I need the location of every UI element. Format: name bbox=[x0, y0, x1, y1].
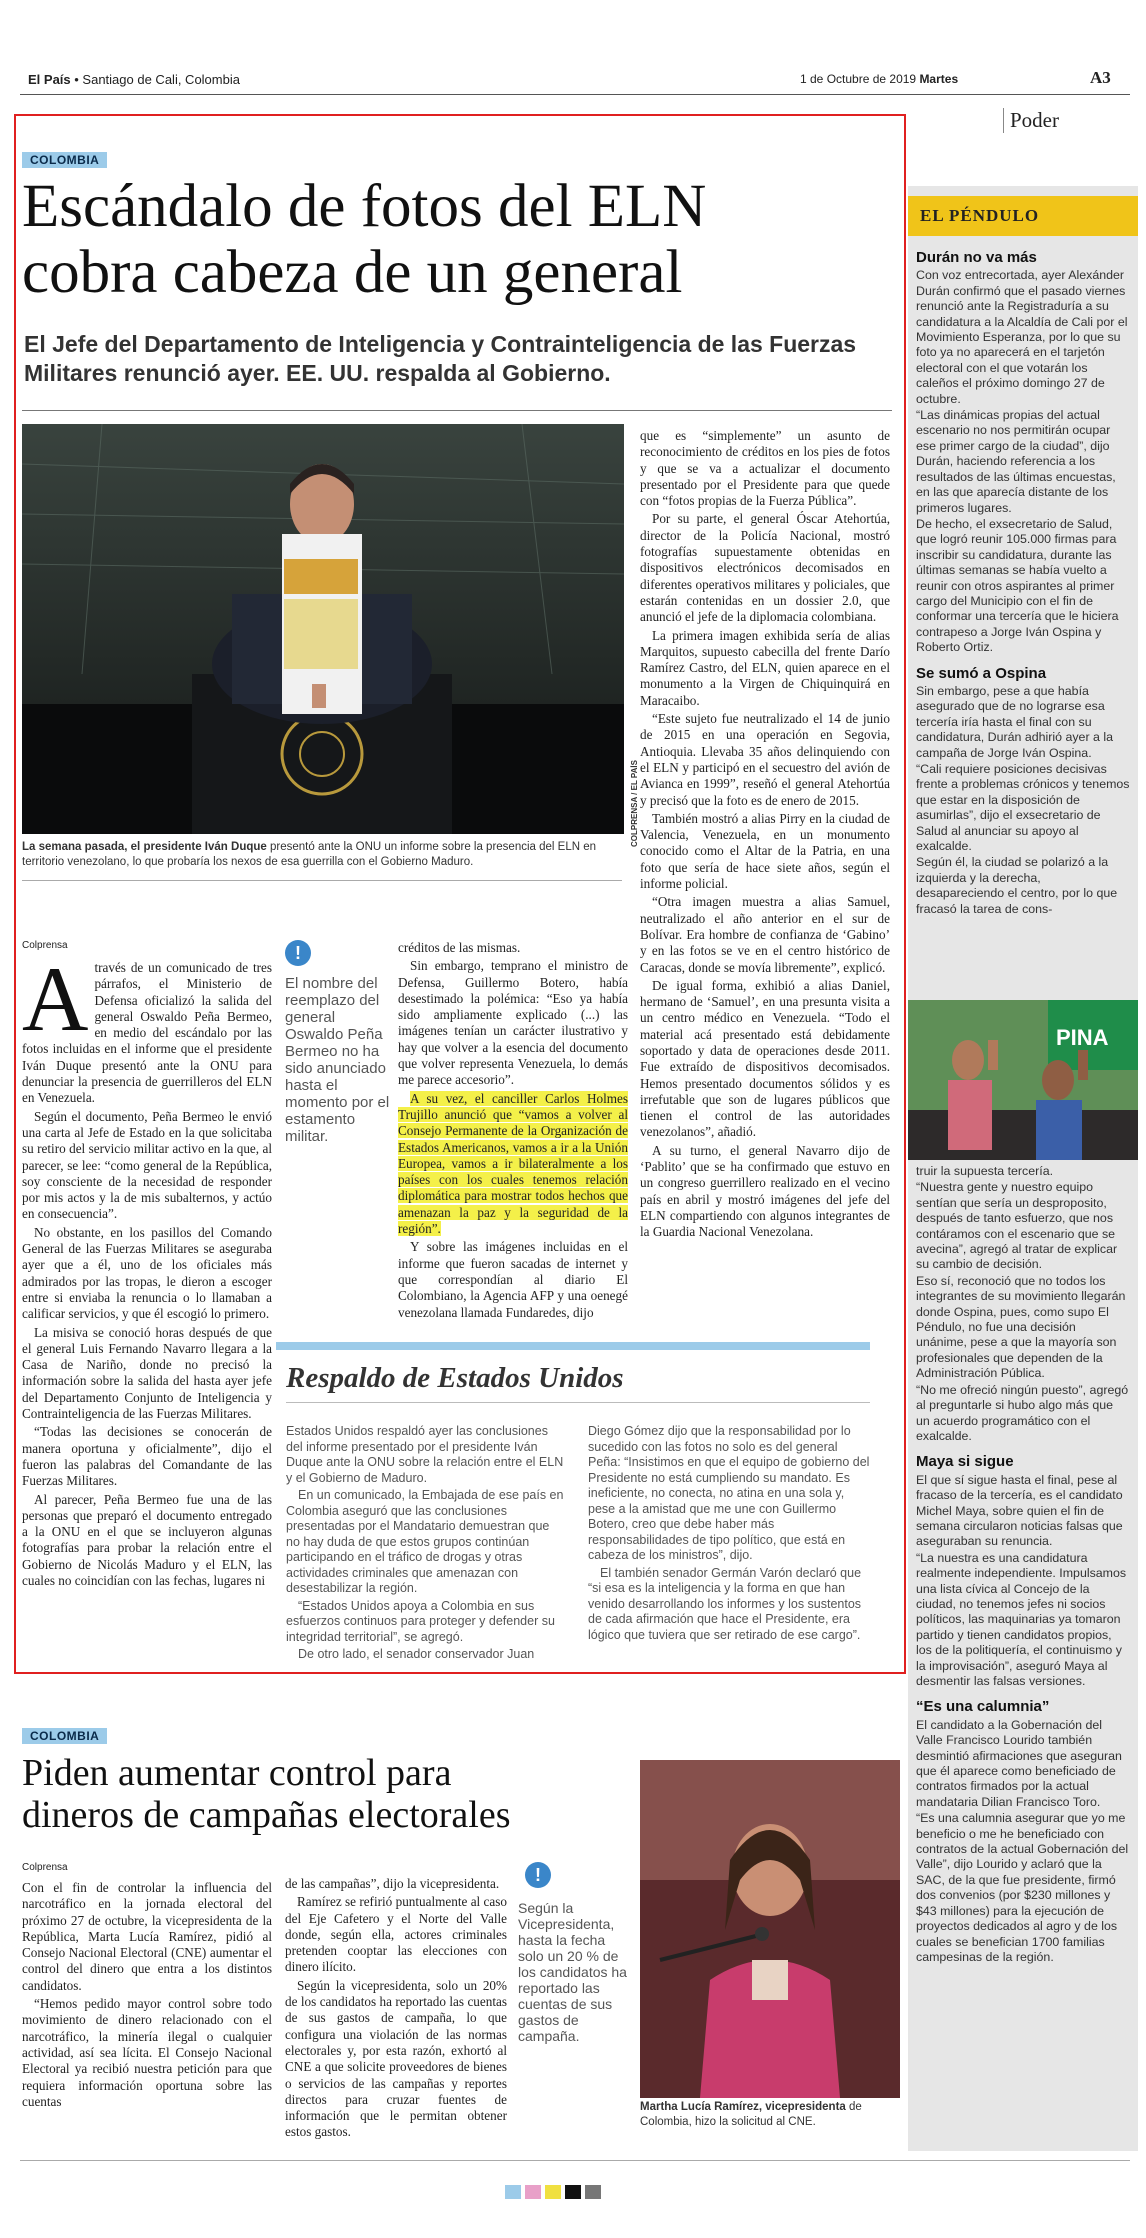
subsection-bar bbox=[276, 1342, 870, 1350]
body-paragraph: “Hemos pedido mayor control sobre todo movimiento de dinero relacionado con el narcotráfico, la minería ilegal o cualquier actividad, así sea lícita. El Consejo Nacional Electoral ya recibió nuestra petición para que requiera información oportuna sobre las cuentas bbox=[22, 1996, 272, 2109]
header-rule bbox=[20, 94, 1130, 95]
body-paragraph: Por su parte, el general Óscar Atehortúa, director de la Policía Nacional, mostró fotografías supuestamente obtenidas en dispositivos electrónicos decomisados en diferentes operativos militares y policiales, que estarán contenidas en un dossier 2.0, que anunció el jefe de la diplomacia colombiana. bbox=[640, 511, 890, 625]
headline-line1: Escándalo de fotos del ELN bbox=[22, 173, 707, 240]
body-paragraph: De otro lado, el senador conservador Juan bbox=[298, 1647, 535, 1661]
duque-photo bbox=[22, 424, 624, 834]
yellow-swatch bbox=[545, 2185, 561, 2199]
body-paragraph: Con el fin de controlar la influencia del narcotráfico en la jornada electoral del próximo 27 de octubre, la vicepresidenta de la República, Marta Lucía Ramírez, pidió al Consejo Nacional Electoral (CNE) aumentar el control del dinero que entra a los distintos candidatos. bbox=[22, 1880, 272, 1993]
sidebar-upper bbox=[916, 240, 1130, 918]
article1-headline bbox=[22, 174, 892, 306]
sidebar-heading: “Es una calumnia” bbox=[916, 1698, 1050, 1716]
article2-col2 bbox=[285, 1876, 507, 2143]
body-paragraph: También mostró a alias Pirry en la ciudad de Valencia, Venezuela, en un monumento conocido como el Altar de la Patria, en una foto que sería de hace siete años, según el informe policial. bbox=[640, 810, 890, 892]
body-paragraph: Según el documento, Peña Bermeo le envió una carta al Jefe de Estado en la que solicitaba su retiro del servicio militar activo en la que, al parecer, se lee: “como general de la República, soy consciente de la necesidad de responder por mis actos y la de mis subalternos, y actúo en consecuencia”. bbox=[22, 1108, 272, 1222]
duran-photo bbox=[908, 1000, 1138, 1160]
body-paragraph: Según la vicepresidenta, solo un 20% de los candidatos ha reportado las cuentas de sus gastos de campaña, lo que configura una violación de las normas electorales y, por esta razón, exhortó al CNE a que solicite proveedores de bienes o servicios de las campañas y reportes directos para cruzar fuentes de información que le permitan obtener estos gastos. bbox=[285, 1977, 507, 2140]
subsection-rule bbox=[286, 1402, 870, 1403]
section-tag: COLOMBIA bbox=[22, 1728, 107, 1744]
byline: Colprensa bbox=[22, 940, 68, 951]
sidebar-paragraph: “Cali requiere posiciones decisivas frente a problemas crónicos y tenemos que estar en la disposición de asumirlas”, dijo el exsecretario de Salud al anunciar su apoyo al exalcalde. bbox=[916, 762, 1130, 854]
pullquote-icon bbox=[525, 1862, 551, 1888]
body-paragraph: “Estados Unidos apoya a Colombia en sus esfuerzos continuos para proteger y defender su integridad territorial”, se agregó. bbox=[286, 1598, 555, 1644]
cyan-swatch bbox=[505, 2185, 521, 2199]
photo-illustration bbox=[640, 1760, 900, 2098]
sidebar-paragraph: El que sí sigue hasta el final, pese al fracaso de la tercería, es el candidato Michel Maya, sobre quien el fin de semana circularon noticias falsas que aseguraban su renuncia. bbox=[916, 1472, 1123, 1549]
caption-rest: de Colombia, hizo la solicitud al CNE. bbox=[640, 2101, 862, 2128]
ramirez-photo bbox=[640, 1760, 900, 2098]
photo-caption bbox=[640, 2100, 900, 2130]
body-paragraph: que es “simplemente” un asunto de reconocimiento de créditos en los pies de fotos y que se va a actualizar el documento presentado por el Presidente para que quede con “fotos propias de la Fuerza Pública”. bbox=[640, 428, 890, 509]
sidebar-heading: Maya si sigue bbox=[916, 1453, 1014, 1471]
date-line bbox=[800, 72, 958, 86]
drop-cap: A bbox=[22, 948, 89, 1050]
body-paragraph: Diego Gómez dijo que la responsabilidad por lo sucedido con las fotos no solo es del general Peña: “Insistimos en que el equipo de gobierno del Presidente no está cumpliendo su mandato. Es ineficiente, no conecta, no atina en una sola y, pese a la amistad que me une con Guillermo Botero, creo que debe haber más responsabilidades de tipo político, que está en cabeza de los ministros”, dijo. bbox=[588, 1424, 870, 1562]
photo-credit: COLPRENSA / EL PAÍS bbox=[630, 760, 639, 847]
black-swatch bbox=[565, 2185, 581, 2199]
headline-line1: Piden aumentar control para bbox=[22, 1752, 452, 1794]
highlighted-text: A su vez, el canciller Carlos Holmes Trujillo anunció que “vamos a volver al Consejo Permanente de la Organización de Estados Americanos, vamos a ir a la Unión Europea, vamos a ir bilateralmente a los países con los cuales tenemos relación diplomática para mostrar todos hechos que amenazan la paz y la seguridad de la región”. bbox=[398, 1090, 628, 1237]
sidebar-paragraph: “La nuestra es una candidatura realmente independiente. Impulsamos una lista cívica al Concejo de la ciudad, no tenemos jefes ni socios políticos, las maquinarias ya tomaron partido y tienen candidatos propios, los de la politiquería, el continuismo y la improvisación”, aseguró Maya al desmentir las falsas versiones. bbox=[916, 1550, 1127, 1688]
article2-col1 bbox=[22, 1880, 272, 2112]
body-paragraph: “Todas las decisiones se conocerán de manera oportuna y oficialmente”, dijo el fueron las palabras del Comandante de las Fuerzas Militares. bbox=[22, 1424, 272, 1489]
sidebar-heading: Se sumó a Ospina bbox=[916, 664, 1047, 682]
article1-col1 bbox=[22, 948, 272, 1591]
caption-bold: La semana pasada, el presidente Iván Duque bbox=[22, 841, 267, 853]
sidebar-paragraph: Eso sí, reconoció que no todos los integrantes de su movimiento llegarán donde Ospina, pues, como supo El Péndulo, no fue una decisión unánime, pese a que la mayoría son profesionales que dependen de la Administración Pública. bbox=[916, 1273, 1126, 1381]
sidebar-paragraph: “No me ofreció ningún puesto”, agregó al preguntarle si hubo algo más que un acuerdo programático con el exalcalde. bbox=[916, 1382, 1129, 1443]
photo-caption bbox=[22, 840, 622, 870]
body-paragraph: La primera imagen exhibida sería de alias Marquitos, supuesto cabecilla del frente Darío Ramírez Castro, del ELN, quien aparece en el monumento a la Virgen de Chiquinquirá en Maracaibo. bbox=[640, 627, 890, 708]
exclamation-icon: ! bbox=[525, 1862, 551, 1888]
body-paragraph: A su turno, el general Navarro dijo de ‘Pablito’ que se ha confirmado que estuvo en un congreso guerrillero realizado en el vecino país en abril y mostró imágenes del jefe del ELN compartiendo con algunos integrantes de la Guardia Nacional Venezolana. bbox=[640, 1142, 890, 1240]
body-paragraph: El también senador Germán Varón declaró que “si esa es la inteligencia y la forma en que han venido desarrollando los informes y los sustentos de cada afirmación que hace el Presidente, era lógico que tuviera que ser retirado de ese cargo”. bbox=[588, 1565, 862, 1642]
photo-illustration bbox=[22, 424, 624, 834]
sidebar-paragraph: “Nuestra gente y nuestro equipo sentían que sería un desproposito, después de tanto esfuerzo, que nos contáramos con el escenario que se avecina”, agregó al tratar de explicar su cambio de decisión. bbox=[916, 1180, 1118, 1272]
pullquote: El nombre del reemplazo del general Oswaldo Peña Bermeo no ha sido anunciado hasta el momento por el estamento militar. bbox=[285, 975, 390, 1145]
body-paragraph: de las campañas”, dijo la vicepresidenta. bbox=[285, 1876, 500, 1891]
gray-swatch bbox=[585, 2185, 601, 2199]
masthead bbox=[28, 72, 240, 87]
section-name: Poder bbox=[1003, 108, 1065, 133]
footer-rule bbox=[20, 2160, 1130, 2161]
color-registration-bar bbox=[505, 2185, 601, 2199]
caption-rest: presentó ante la ONU un informe sobre la presencia del ELN en territorio venezolano, lo que probaría los nexos de esa guerrilla con el Gobierno Maduro. bbox=[22, 841, 597, 868]
magenta-swatch bbox=[525, 2185, 541, 2199]
subsection-col2 bbox=[588, 1424, 873, 1645]
body-paragraph: través de un comunicado de tres párrafos, el Ministerio de Defensa oficializó la salida del general Oswaldo Peña Bermeo, en medio del escándalo por las fotos incluidas en el informe que el presidente Iván Duque presentó ante la ONU para denunciar la presencia de guerrilleros del ELN en Venezuela. bbox=[22, 960, 272, 1106]
highlighted-paragraph bbox=[398, 1091, 628, 1238]
caption-bold: Martha Lucía Ramírez, vicepresidenta bbox=[640, 2101, 846, 2113]
photo-sign-text: PINA bbox=[1056, 1025, 1109, 1050]
caption-rule bbox=[22, 880, 622, 881]
pullquote: Según la Vicepresidenta, hasta la fecha solo un 20 % de los candidatos ha reportado las cuentas de sus gastos de campaña. bbox=[518, 1900, 627, 2044]
article1-col2 bbox=[398, 940, 628, 1323]
body-paragraph: “Este sujeto fue neutralizado el 14 de junio de 2015 en una operación en Segovia, Antioquia. Llevaba 35 años delinquiendo con el ELN y participó en el secuestro del avión de Avianca en 1999”, reseñó el general Atehortúa y precisó que la foto es de enero de 2015. bbox=[640, 711, 890, 808]
body-paragraph: En un comunicado, la Embajada de ese país en Colombia aseguró que las conclusiones presentadas por el Mandatario demuestran que no hay duda de que estos grupos continúan participando en el tráfico de drogas y otras actividades criminales que amenazan con desestabilizar la región. bbox=[286, 1488, 564, 1595]
issue-date: 1 de Octubre de 2019 bbox=[800, 72, 917, 86]
page-number: A3 bbox=[1090, 68, 1111, 87]
body-paragraph: Al parecer, Peña Bermeo fue una de las personas que preparó el documento entregado a la ONU en el que se incluyeron algunas fotografías para probar la relación entre el Gobierno de Nicolás Maduro y el ELN, las cuales no coincidían con las fechas, lugares ni bbox=[22, 1491, 272, 1588]
sidebar-paragraph: De hecho, el exsecretario de Salud, que logró reunir 105.000 firmas para inscribir su candidatura, durante las últimas semanas se había vuelto a reunir con otros aspirantes al primer cargo del Municipio con el fin de conformar una tercería que le hiciera contrapeso a Jorge Iván Ospina y Roberto Ortiz. bbox=[916, 516, 1119, 655]
article1-deck: El Jefe del Departamento de Inteligencia y Contrainteligencia de las Fuerzas Militares renunció ayer. EE. UU. respalda al Gobierno. bbox=[24, 331, 857, 386]
body-paragraph: Y sobre las imágenes incluidas en el informe que fueron sacadas de internet y que correspondían al diario El Colombiano, la Agencia AFP y una oenegé venezolana llamada Fundaredes, dijo bbox=[398, 1239, 628, 1320]
sidebar-paragraph: Según él, la ciudad se polarizó a la izquierda y la derecha, desapareciendo el centro, por lo que fracasó la tarea de cons- bbox=[916, 855, 1118, 916]
byline: Colprensa bbox=[22, 1862, 68, 1873]
location: • Santiago de Cali, Colombia bbox=[74, 72, 240, 87]
body-paragraph: No obstante, en los pasillos del Comando General de las Fuerzas Militares se aseguraba ayer que a él, uno de los oficiales más admirados por las tropas, le dieron a escoger entre si enviaba la renuncia o lo llamaban a calificar servicios, y que él escogió lo primero. bbox=[22, 1224, 272, 1322]
section-tag: COLOMBIA bbox=[22, 152, 107, 168]
body-paragraph: Estados Unidos respaldó ayer las conclusiones del informe presentado por el presidente Iván Duque ante la ONU sobre la relación entre el ELN y el Gobierno de Maduro. bbox=[286, 1424, 564, 1485]
sidebar-paragraph: Con voz entrecortada, ayer Alexánder Durán confirmó que el pasado viernes renunció ante la Registraduría a su candidatura a la Alcaldía de Cali por el Movimiento Esperanza, por lo que su foto ya no aparecerá en el tarjetón electoral con el que votarán los caleños el próximo domingo 27 de octubre. bbox=[916, 268, 1128, 406]
sidebar-paragraph: “Las dinámicas propias del actual escenario no nos permitirán ocupar ese primer cargo de la ciudad”, dijo Durán, haciendo referencia a los resultados de las últimas encuestas, en las que aparecía distante de los primeros lugares. bbox=[916, 408, 1116, 515]
body-paragraph: créditos de las mismas. bbox=[398, 940, 521, 955]
deck-rule bbox=[22, 410, 892, 411]
pullquote-icon bbox=[285, 940, 311, 966]
sidebar-lower bbox=[916, 1164, 1130, 1966]
body-paragraph: Ramírez se refirió puntualmente al caso del Eje Cafetero y el Norte del Valle donde, según ella, actores criminales pretenden cooptar las elecciones con dinero ilícito. bbox=[285, 1894, 507, 1975]
photo-illustration bbox=[908, 1000, 1138, 1160]
article1-col3 bbox=[640, 428, 890, 1243]
body-paragraph: Sin embargo, temprano el ministro de Defensa, Guillermo Botero, había desestimado la polémica: “Eso ya había sido ampliamente explicado (...) las imágenes tenían un carácter ilustrativo y hay que volver a la esencia del documento que volver representa Venezuela, lo demás me parece accesorio”. bbox=[398, 958, 628, 1088]
sidebar-paragraph: El candidato a la Gobernación del Valle Francisco Lourido también desmintió afirmaciones que aseguran que él aparece como beneficiado de contratos firmados por la actual mandataria Dilian Francisco Toro. bbox=[916, 1717, 1122, 1809]
subsection-col1 bbox=[286, 1424, 566, 1665]
body-paragraph: La misiva se conoció horas después de que el general Luis Fernando Navarro llegara a la Casa de Nariño, donde no precisó la información sobre la salida del hasta ayer jefe del Departamento Conjunto de Inteligencia y Contrainteligencia de las Fuerzas Militares. bbox=[22, 1324, 272, 1422]
headline-line2: cobra cabeza de un general bbox=[22, 239, 683, 306]
sidebar-title: EL PÉNDULO bbox=[908, 196, 1138, 236]
sidebar-paragraph: truir la supuesta tercería. bbox=[916, 1164, 1054, 1178]
sidebar-paragraph: Sin embargo, pese a que había asegurado que de no lograrse esa tercería iría hasta el final con su candidatura, Durán adhirió ayer a la campaña de Jorge Iván Ospina. bbox=[916, 683, 1113, 760]
paper-name: El País bbox=[28, 72, 71, 87]
exclamation-icon: ! bbox=[285, 940, 311, 966]
weekday: Martes bbox=[919, 72, 959, 86]
headline-line2: dineros de campañas electorales bbox=[22, 1794, 511, 1836]
article2-headline bbox=[22, 1752, 642, 1836]
subsection-title: Respaldo de Estados Unidos bbox=[286, 1362, 624, 1394]
sidebar-heading: Durán no va más bbox=[916, 249, 1037, 266]
body-paragraph: De igual forma, exhibió a alias Daniel, hermano de ‘Samuel’, en una presunta visita a un centro médico en Venezuela. “Todo el material acá presentado está debidamente soportado y data de operaciones desde 2011. Fue extraído de dispositivos decomisados. Hemos presentado documentos sólidos y es irrefutable que son de lugares públicos que tienen el control de las autoridades venezolanos”, añadió. bbox=[640, 977, 890, 1140]
sidebar-paragraph: “Es una calumnia asegurar que yo me beneficio o me he beneficiado con contratos de la actual Gobernación del Valle”, dijo Lourido y aclaró que la SAC, de la que fue presidente, firmó dos convenios (por $230 millones y $43 millones) para la ejecución de proyectos dedicados al agro y de los cuales se benefician 1700 familias campesinas de la región. bbox=[916, 1811, 1129, 1964]
body-paragraph: “Otra imagen muestra a alias Samuel, neutralizado el año anterior en el sur de Bolívar. Era hombre de confianza de ‘Gabino’ y en las fotos se ve en el centro histórico de Caracas, donde se movía libremente”, explicó. bbox=[640, 894, 890, 975]
